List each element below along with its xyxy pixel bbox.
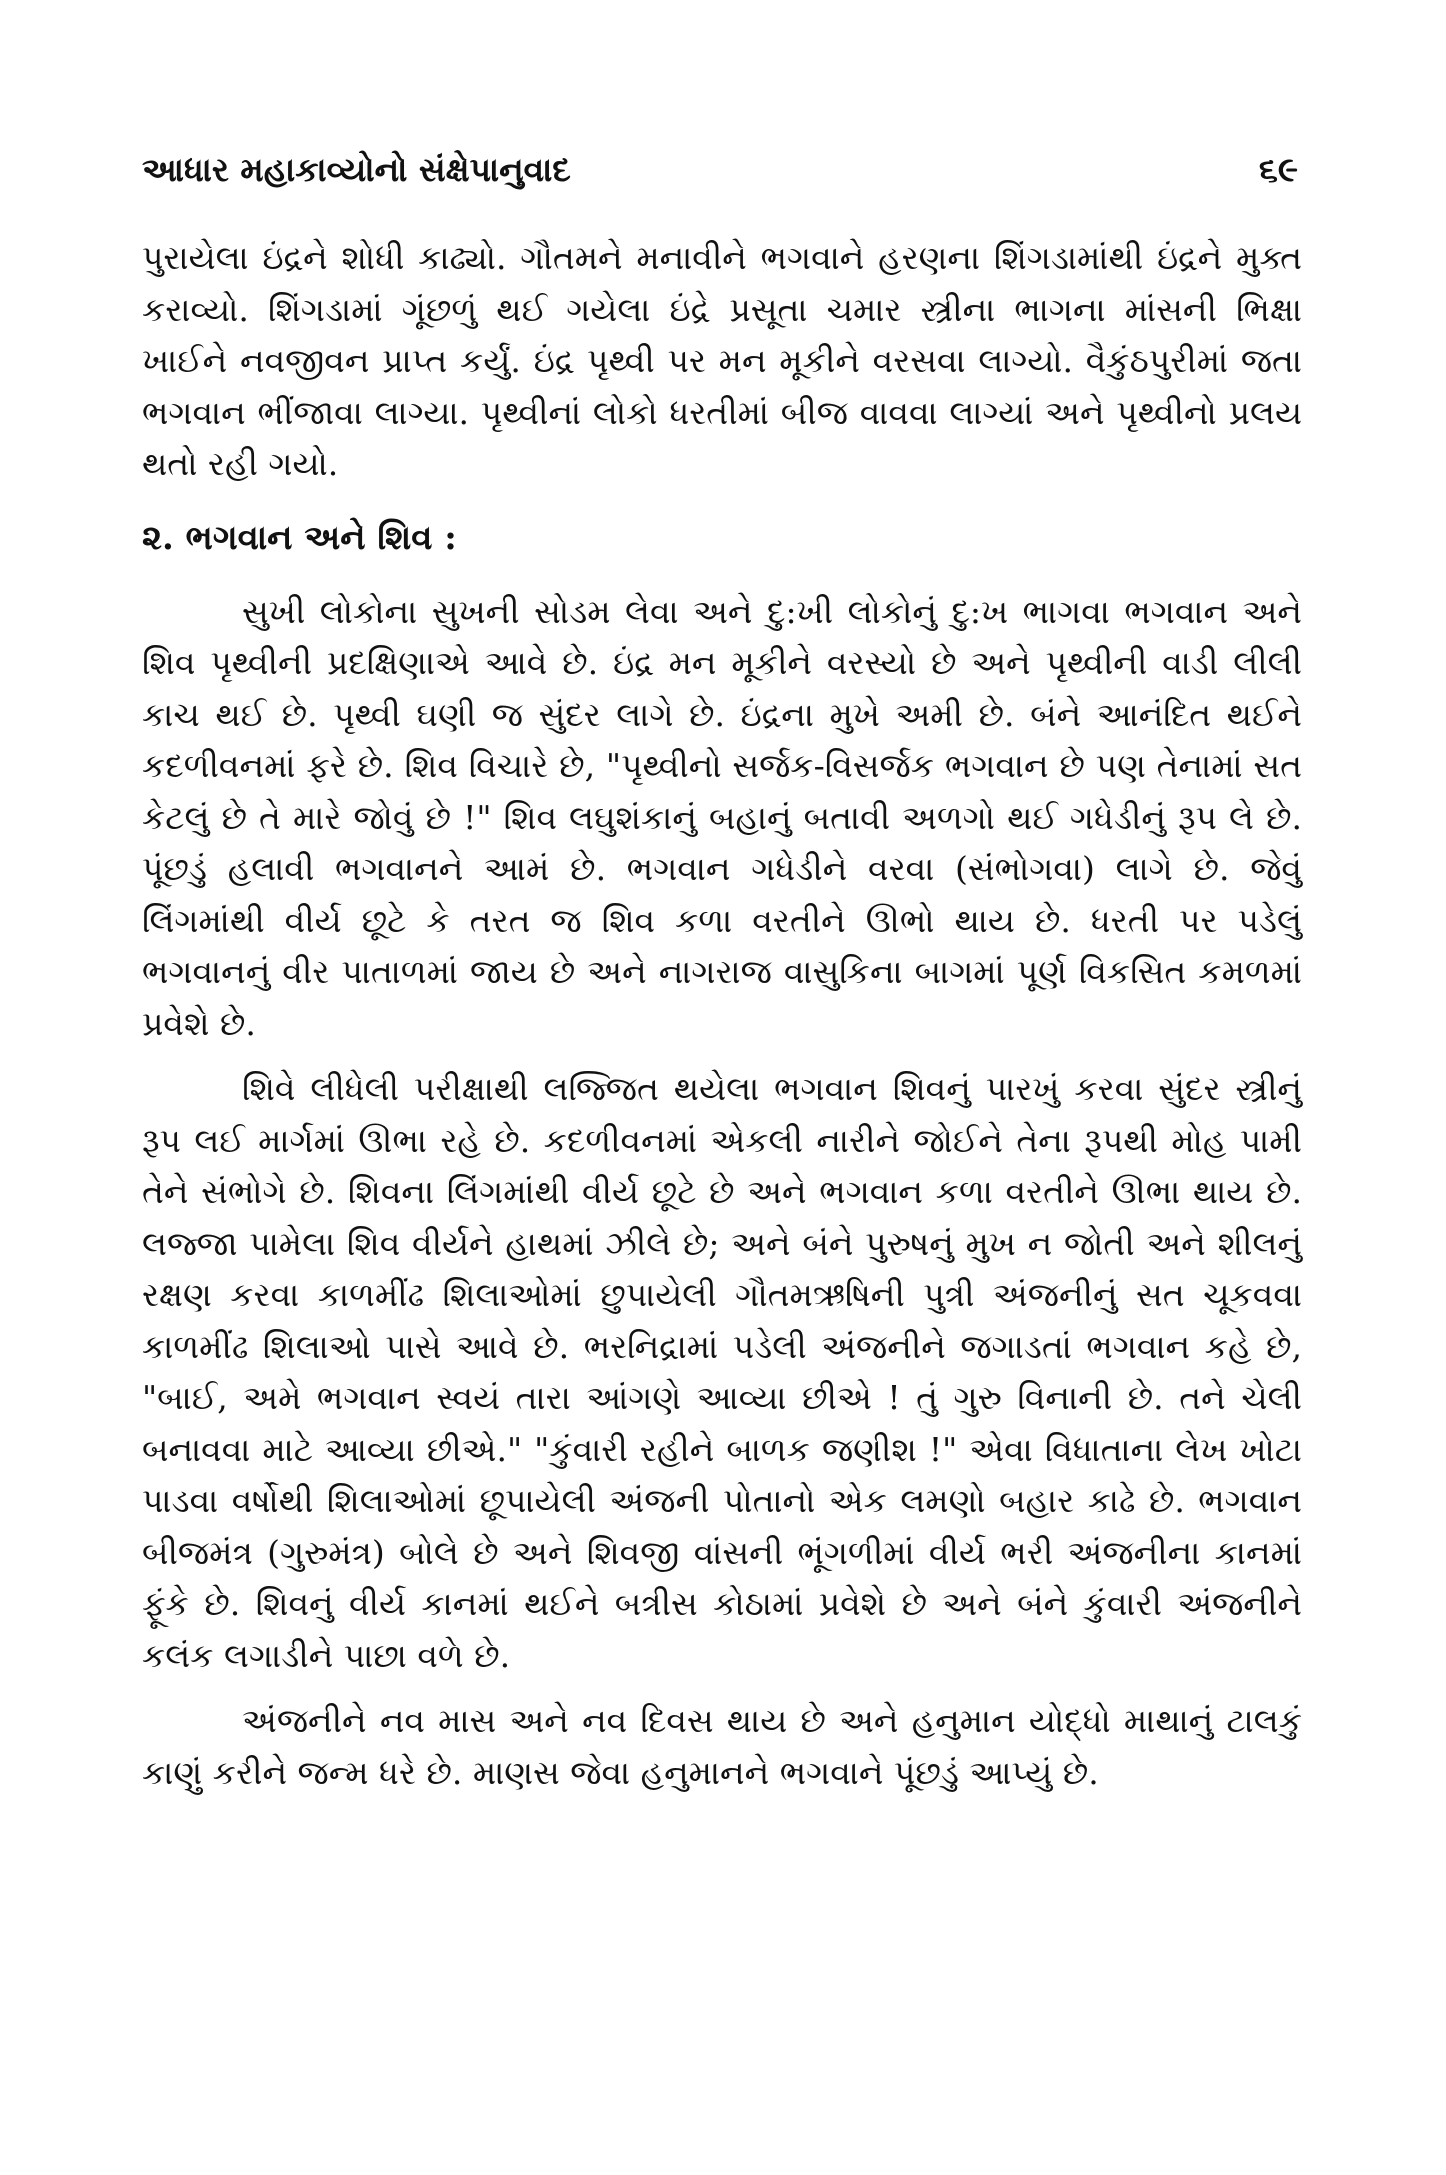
- running-header: [142, 150, 1302, 210]
- page-number: ૬૯: [1258, 150, 1298, 190]
- paragraph: સુખી લોકોના સુખની સોડમ લેવા અને દુ:ખી લોકોનું દુ:ખ ભાગવા ભગવાન અને શિવ પૃથ્વીની પ્રદક્ષિણાએ આવે છે. ઇંદ્ર મન મૂકીને વરસ્યો છે અને પૃથ્વીની વાડી લીલી કાચ થઈ છે. પૃથ્વી ઘણી જ સુંદર લાગે છે. ઇંદ્રના મુખે અમી છે. બંને આનંદિત થઈને કદળીવનમાં ફરે છે. શિવ વિચારે છે, "પૃથ્વીનો સર્જક-વિસર્જક ભગવાન છે પણ તેનામાં સત કેટલું છે તે મારે જોવું છે !" શિવ લઘુશંકાનું બહાનું બતાવી અળગો થઈ ગધેડીનું રૂપ લે છે. પૂંછડું હલાવી ભગવાનને આમં છે. ભગવાન ગધેડીને વરવા (સંભોગવા) લાગે છે. જેવું લિંગમાંથી વીર્ય છૂટે કે તરત જ શિવ કળા વરતીને ઊભો થાય છે. ધરતી પર પડેલું ભગવાનનું વીર પાતાળમાં જાય છે અને નાગરાજ વાસુકિના બાગમાં પૂર્ણ વિકસિત કમળમાં પ્રવેશે છે.: [142, 591, 1302, 1043]
- paragraph: અંજનીને નવ માસ અને નવ દિવસ થાય છે અને હનુમાન યોદ્ધો માથાનું ટાલકું કાણું કરીને જન્મ ધરે છે. માણસ જેવા હનુમાનને ભગવાને પૂંછડું આપ્યું છે.: [142, 1701, 1302, 1792]
- body-text: [142, 232, 1302, 1798]
- book-page: [142, 150, 1302, 1798]
- section-heading: ૨. ભગવાન અને શિવ :: [142, 517, 457, 558]
- paragraph: શિવે લીધેલી પરીક્ષાથી લજ્જિત થયેલા ભગવાન શિવનું પારખું કરવા સુંદર સ્ત્રીનું રૂપ લઈ માર્ગમાં ઊભા રહે છે. કદળીવનમાં એકલી નારીને જોઈને તેના રૂપથી મોહ પામી તેને સંભોગે છે. શિવના લિંગમાંથી વીર્ય છૂટે છે અને ભગવાન કળા વરતીને ઊભા થાય છે. લજ્જા પામેલા શિવ વીર્યને હાથમાં ઝીલે છે; અને બંને પુરુષનું મુખ ન જોતી અને શીલનું રક્ષણ કરવા કાળમીંઢ શિલાઓમાં છુપાયેલી ગૌતમઋષિની પુત્રી અંજનીનું સત ચૂકવવા કાળમીંઢ શિલાઓ પાસે આવે છે. ભરનિદ્રામાં પડેલી અંજનીને જગાડતાં ભગવાન કહે છે, "બાઈ, અમે ભગવાન સ્વયં તારા આંગણે આવ્યા છીએ ! તું ગુરુ વિનાની છે. તને ચેલી બનાવવા માટે આવ્યા છીએ." "કુંવારી રહીને બાળક જણીશ !" એવા વિધાતાના લેખ ખોટા પાડવા વર્ષોથી શિલાઓમાં છૂપાયેલી અંજની પોતાનો એક લમણો બહાર કાઢે છે. ભગવાન બીજમંત્ર (ગુરુમંત્ર) બોલે છે અને શિવજી વાંસની ભૂંગળીમાં વીર્ય ભરી અંજનીના કાનમાં ફૂંકે છે. શિવનું વીર્ય કાનમાં થઈને બત્રીસ કોઠામાં પ્રવેશે છે અને બંને કુંવારી અંજનીને કલંક લગાડીને પાછા વળે છે.: [142, 1069, 1302, 1675]
- running-title: આધાર મહાકાવ્યોનો સંક્ષેપાનુવાદ: [142, 150, 571, 189]
- paragraph-continued: પુરાયેલા ઇંદ્રને શોધી કાઢ્યો. ગૌતમને મનાવીને ભગવાને હરણના શિંગડામાંથી ઇંદ્રને મુક્ત કરાવ્યો. શિંગડામાં ગૂંછળું થઈ ગયેલા ઇંદ્રે પ્રસૂતા ચમાર સ્ત્રીના ભાગના માંસની ભિક્ષા ખાઈને નવજીવન પ્રાપ્ત કર્યું. ઇંદ્ર પૃથ્વી પર મન મૂકીને વરસવા લાગ્યો. વૈકુંઠપુરીમાં જતા ભગવાન ભીંજાવા લાગ્યા. પૃથ્વીનાં લોકો ધરતીમાં બીજ વાવવા લાગ્યાં અને પૃથ્વીનો પ્રલય થતો રહી ગયો.: [142, 238, 1302, 483]
